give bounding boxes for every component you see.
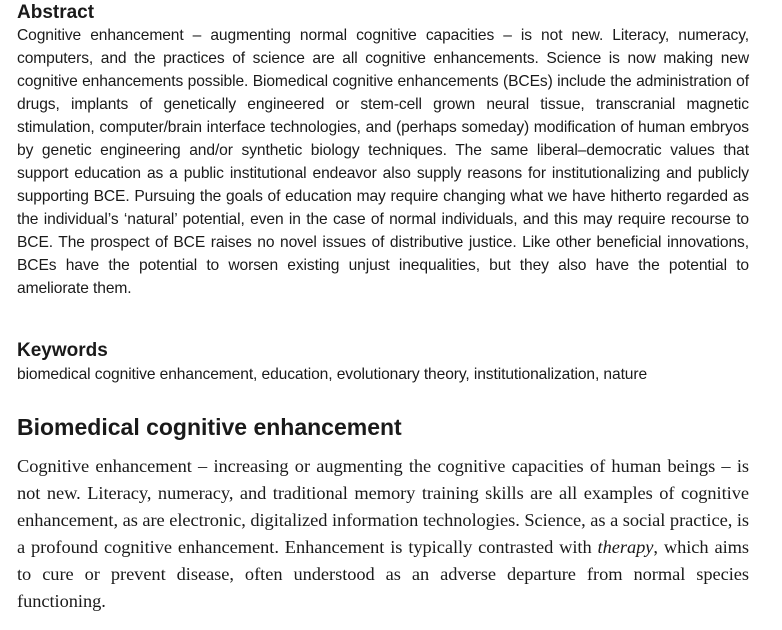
keywords-heading: Keywords [17,340,108,361]
keywords-text: biomedical cognitive enhancement, education, evolutionary theory, institutionalization, nature [17,366,648,383]
section-text-part-2: , which aims to cure or prevent disease, often understood as an adverse departure from normal species functioning. [17,537,749,611]
paper-page [17,0,749,615]
section-heading: Biomedical cognitive enhancement [17,414,402,440]
therapy-term: therapy [597,537,654,557]
abstract-text: Cognitive enhancement – augmenting normal cognitive capacities – is not new. Literacy, numeracy, computers, and the practices of science are all cognitive enhancements. Science is now making new cognitive enhancements possible. Biomedical cognitive enhancements (BCEs) include the administration of drugs, implants of genetically engineered or stem-cell grown neural tissue, transcranial magnetic stimulation, computer/brain interface technologies, and (perhaps someday) modification of human embryos by genetic engineering and/or synthetic biology techniques. The same liberal–democratic values that support education as a public institutional endeavor also supply reasons for institutionalizing and publicly supporting BCE. Pursuing the goals of education may require changing what we have hitherto regarded as the individual’s ‘natural’ potential, even in the case of normal individuals, and this may require recourse to BCE. The prospect of BCE raises no novel issues of distributive justice. Like other beneficial innovations, BCEs have the potential to worsen existing unjust inequalities, but they also have the potential to ameliorate them. [17,27,749,297]
section-text-part-1: Cognitive enhancement – increasing or augmenting the cognitive capacities of human beings – is not new. Literacy, numeracy, and traditional memory training skills are all examples of cognitive enhancement, as are electronic, digitalized information technologies. Science, as a social practice, is a profound cognitive enhancement. Enhancement is typically contrasted with [17,456,749,557]
section-text [17,453,749,615]
abstract-heading: Abstract [17,2,95,23]
